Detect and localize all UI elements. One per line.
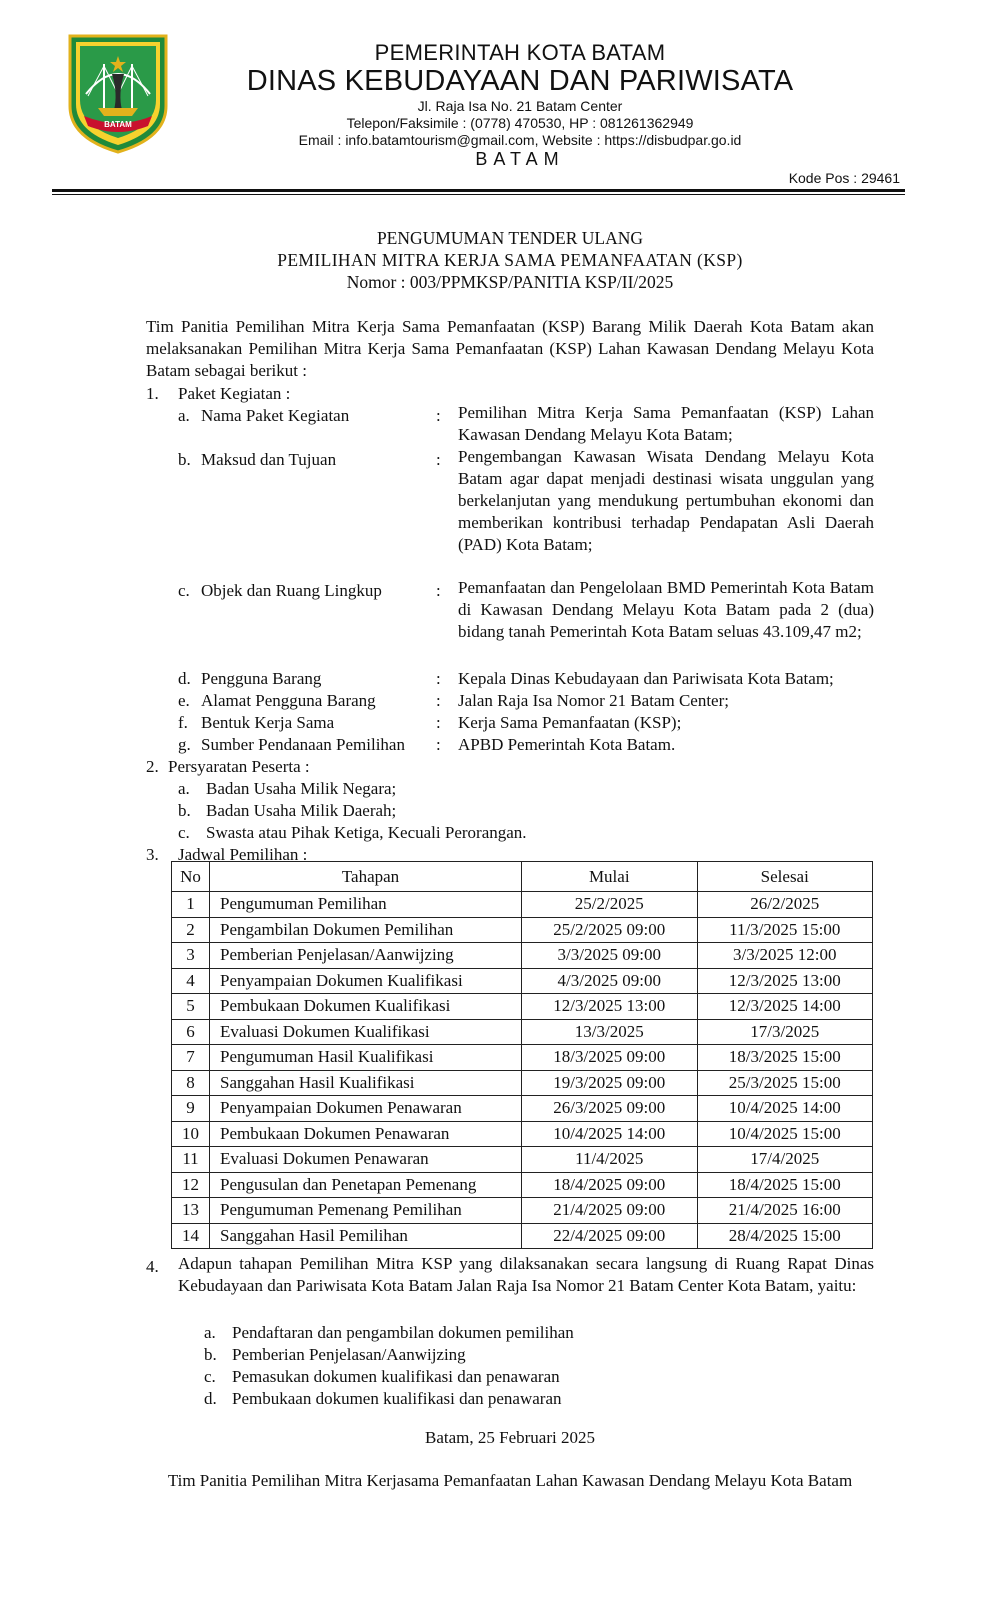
requirement-item: Badan Usaha Milik Negara;: [206, 779, 397, 798]
stage-item: Pembukaan dokumen kualifikasi dan penawaran: [232, 1389, 562, 1408]
emblem-shield-icon: [68, 34, 168, 154]
row-start: 21/4/2025 09:00: [522, 1198, 698, 1224]
table-row: [172, 1045, 873, 1071]
row-start: 3/3/2025 09:00: [522, 943, 698, 969]
row-stage: Pengumuman Pemilihan: [210, 892, 522, 918]
emblem-text: BATAM: [104, 120, 132, 129]
row-stage: Pengumuman Pemenang Pemilihan: [210, 1198, 522, 1224]
row-end: 18/3/2025 15:00: [697, 1045, 873, 1071]
item-colon: :: [436, 406, 441, 425]
item-value: Pengembangan Kawasan Wisata Dendang Melayu Kota Batam agar dapat menjadi destinasi wisata unggulan yang berkelanjutan yang mendukung pertumbuhan ekonomi dan memberikan kontribusi terhadap Pendapatan Asli Daerah (PAD) Kota Batam;: [458, 447, 874, 554]
item-letter: b.: [204, 1345, 217, 1364]
row-number: 8: [172, 1070, 210, 1096]
item-letter: e.: [178, 691, 190, 710]
item-letter: d.: [204, 1389, 217, 1408]
row-start: 13/3/2025: [522, 1019, 698, 1045]
item-value: Jalan Raja Isa Nomor 21 Batam Center;: [458, 691, 729, 710]
column-header-tahapan: Tahapan: [210, 862, 522, 892]
item-value: Pemanfaatan dan Pengelolaan BMD Pemerintah Kota Batam di Kawasan Dendang Melayu Kota Batam pada 2 (dua) bidang tanah Pemerintah Kota Batam seluas 43.109,47 m2;: [458, 578, 874, 641]
row-stage: Pengusulan dan Penetapan Pemenang: [210, 1172, 522, 1198]
letterhead-address: Jl. Raja Isa No. 21 Batam Center: [417, 98, 623, 114]
row-start: 18/3/2025 09:00: [522, 1045, 698, 1071]
table-header-row: [172, 862, 873, 892]
item-value: APBD Pemerintah Kota Batam.: [458, 735, 676, 754]
item-value: Kerja Sama Pemanfaatan (KSP);: [458, 713, 682, 732]
row-stage: Sanggahan Hasil Pemilihan: [210, 1223, 522, 1249]
row-number: 13: [172, 1198, 210, 1224]
row-start: 11/4/2025: [522, 1147, 698, 1173]
section2-heading: Persyaratan Peserta :: [168, 757, 310, 776]
item-letter: f.: [178, 713, 188, 732]
section4-number: 4.: [146, 1257, 159, 1276]
requirement-item: Badan Usaha Milik Daerah;: [206, 801, 397, 820]
item-colon: :: [436, 735, 441, 754]
item-letter: a.: [178, 406, 190, 425]
section1-heading: Paket Kegiatan :: [178, 384, 291, 403]
row-end: 17/4/2025: [697, 1147, 873, 1173]
column-header-no: No: [172, 862, 210, 892]
table-row: [172, 994, 873, 1020]
table-row: [172, 1070, 873, 1096]
row-stage: Pengambilan Dokumen Pemilihan: [210, 917, 522, 943]
letterhead-rule-thin: [52, 194, 905, 195]
item-value: Kepala Dinas Kebudayaan dan Pariwisata Kota Batam;: [458, 669, 834, 688]
item-colon: :: [436, 450, 441, 469]
item-letter: b.: [178, 801, 191, 820]
table-row: [172, 1198, 873, 1224]
row-number: 10: [172, 1121, 210, 1147]
postal-code: Kode Pos : 29461: [788, 170, 900, 186]
row-start: 18/4/2025 09:00: [522, 1172, 698, 1198]
letterhead-city: BATAM: [475, 149, 565, 169]
section1-number: 1.: [146, 384, 159, 403]
row-end: 17/3/2025: [697, 1019, 873, 1045]
row-stage: Sanggahan Hasil Kualifikasi: [210, 1070, 522, 1096]
row-end: 25/3/2025 15:00: [697, 1070, 873, 1096]
letterhead-phone: Telepon/Faksimile : (0778) 470530, HP : 081261362949: [346, 115, 694, 131]
row-stage: Evaluasi Dokumen Penawaran: [210, 1147, 522, 1173]
column-header-mulai: Mulai: [522, 862, 698, 892]
letterhead-contact: Email : info.batamtourism@gmail.com, Website : https://disbudpar.go.id: [298, 132, 742, 148]
row-stage: Evaluasi Dokumen Kualifikasi: [210, 1019, 522, 1045]
row-number: 12: [172, 1172, 210, 1198]
row-number: 4: [172, 968, 210, 994]
row-start: 12/3/2025 13:00: [522, 994, 698, 1020]
column-header-selesai: Selesai: [697, 862, 873, 892]
document-title: PENGUMUMAN TENDER ULANG: [376, 228, 644, 248]
letterhead-government: PEMERINTAH KOTA BATAM: [374, 40, 666, 65]
schedule-table: [171, 861, 873, 1249]
table-row: [172, 1121, 873, 1147]
intro-paragraph: Tim Panitia Pemilihan Mitra Kerja Sama Pemanfaatan (KSP) Barang Milik Daerah Kota Batam akan melaksanakan Pemilihan Mitra Kerja Sama Pemanfaatan (KSP) Lahan Kawasan Dendang Melayu Kota Batam sebagai berikut :: [146, 317, 874, 380]
row-end: 21/4/2025 16:00: [697, 1198, 873, 1224]
letterhead-rule-thick: [52, 189, 905, 192]
table-row: [172, 1147, 873, 1173]
table-row: [172, 1096, 873, 1122]
row-number: 1: [172, 892, 210, 918]
item-colon: :: [436, 669, 441, 688]
document-subtitle: PEMILIHAN MITRA KERJA SAMA PEMANFAATAN (KSP): [277, 250, 743, 270]
section3-heading: Jadwal Pemilihan :: [178, 845, 308, 864]
row-number: 3: [172, 943, 210, 969]
item-label: Objek dan Ruang Lingkup: [201, 581, 382, 600]
item-letter: g.: [178, 735, 191, 754]
requirement-item: Swasta atau Pihak Ketiga, Kecuali Perorangan.: [206, 823, 527, 842]
item-colon: :: [436, 581, 441, 600]
document-number: Nomor : 003/PPMKSP/PANITIA KSP/II/2025: [346, 272, 674, 292]
row-start: 26/3/2025 09:00: [522, 1096, 698, 1122]
item-label: Pengguna Barang: [201, 669, 322, 688]
stage-item: Pemberian Penjelasan/Aanwijzing: [232, 1345, 466, 1364]
row-stage: Pembukaan Dokumen Penawaran: [210, 1121, 522, 1147]
item-colon: :: [436, 713, 441, 732]
closing-date: Batam, 25 Februari 2025: [425, 1428, 595, 1447]
row-end: 12/3/2025 13:00: [697, 968, 873, 994]
row-stage: Penyampaian Dokumen Penawaran: [210, 1096, 522, 1122]
row-stage: Pemberian Penjelasan/Aanwijzing: [210, 943, 522, 969]
row-end: 11/3/2025 15:00: [697, 917, 873, 943]
item-label: Maksud dan Tujuan: [201, 450, 337, 469]
item-letter: b.: [178, 450, 191, 469]
table-row: [172, 892, 873, 918]
section2-number: 2.: [146, 757, 159, 776]
row-end: 28/4/2025 15:00: [697, 1223, 873, 1249]
item-label: Bentuk Kerja Sama: [201, 713, 335, 732]
item-value: Pemilihan Mitra Kerja Sama Pemanfaatan (KSP) Lahan Kawasan Dendang Melayu Kota Batam;: [458, 403, 874, 444]
row-start: 19/3/2025 09:00: [522, 1070, 698, 1096]
row-end: 10/4/2025 15:00: [697, 1121, 873, 1147]
row-start: 25/2/2025: [522, 892, 698, 918]
row-start: 22/4/2025 09:00: [522, 1223, 698, 1249]
row-end: 18/4/2025 15:00: [697, 1172, 873, 1198]
letterhead-agency: DINAS KEBUDAYAAN DAN PARIWISATA: [246, 65, 794, 97]
row-number: 11: [172, 1147, 210, 1173]
row-stage: Pengumuman Hasil Kualifikasi: [210, 1045, 522, 1071]
schedule-table-body: [172, 892, 873, 1249]
row-number: 9: [172, 1096, 210, 1122]
row-number: 2: [172, 917, 210, 943]
section4-paragraph: Adapun tahapan Pemilihan Mitra KSP yang dilaksanakan secara langsung di Ruang Rapat Dinas Kebudayaan dan Pariwisata Kota Batam Jalan Raja Isa Nomor 21 Batam Center Kota Batam, yaitu:: [178, 1254, 874, 1295]
row-number: 6: [172, 1019, 210, 1045]
item-colon: :: [436, 691, 441, 710]
item-letter: a.: [178, 779, 190, 798]
row-stage: Penyampaian Dokumen Kualifikasi: [210, 968, 522, 994]
item-letter: c.: [178, 581, 190, 600]
row-end: 12/3/2025 14:00: [697, 994, 873, 1020]
table-row: [172, 968, 873, 994]
row-number: 14: [172, 1223, 210, 1249]
stage-item: Pendaftaran dan pengambilan dokumen pemilihan: [232, 1323, 574, 1342]
item-label: Nama Paket Kegiatan: [201, 406, 350, 425]
item-letter: c.: [178, 823, 190, 842]
item-letter: d.: [178, 669, 191, 688]
table-row: [172, 1172, 873, 1198]
signatory-block: Tim Panitia Pemilihan Mitra Kerjasama Pemanfaatan Lahan Kawasan Dendang Melayu Kota Batam: [167, 1471, 853, 1490]
row-start: 25/2/2025 09:00: [522, 917, 698, 943]
row-end: 10/4/2025 14:00: [697, 1096, 873, 1122]
table-row: [172, 917, 873, 943]
row-start: 10/4/2025 14:00: [522, 1121, 698, 1147]
row-end: 26/2/2025: [697, 892, 873, 918]
item-letter: c.: [204, 1367, 216, 1386]
item-label: Alamat Pengguna Barang: [201, 691, 376, 710]
item-label: Sumber Pendanaan Pemilihan: [201, 735, 405, 754]
row-number: 5: [172, 994, 210, 1020]
table-row: [172, 1019, 873, 1045]
table-row: [172, 1223, 873, 1249]
section3-number: 3.: [146, 845, 159, 864]
batam-city-emblem: [68, 34, 168, 154]
item-letter: a.: [204, 1323, 216, 1342]
table-row: [172, 943, 873, 969]
stage-item: Pemasukan dokumen kualifikasi dan penawaran: [232, 1367, 560, 1386]
row-stage: Pembukaan Dokumen Kualifikasi: [210, 994, 522, 1020]
row-number: 7: [172, 1045, 210, 1071]
row-end: 3/3/2025 12:00: [697, 943, 873, 969]
row-start: 4/3/2025 09:00: [522, 968, 698, 994]
